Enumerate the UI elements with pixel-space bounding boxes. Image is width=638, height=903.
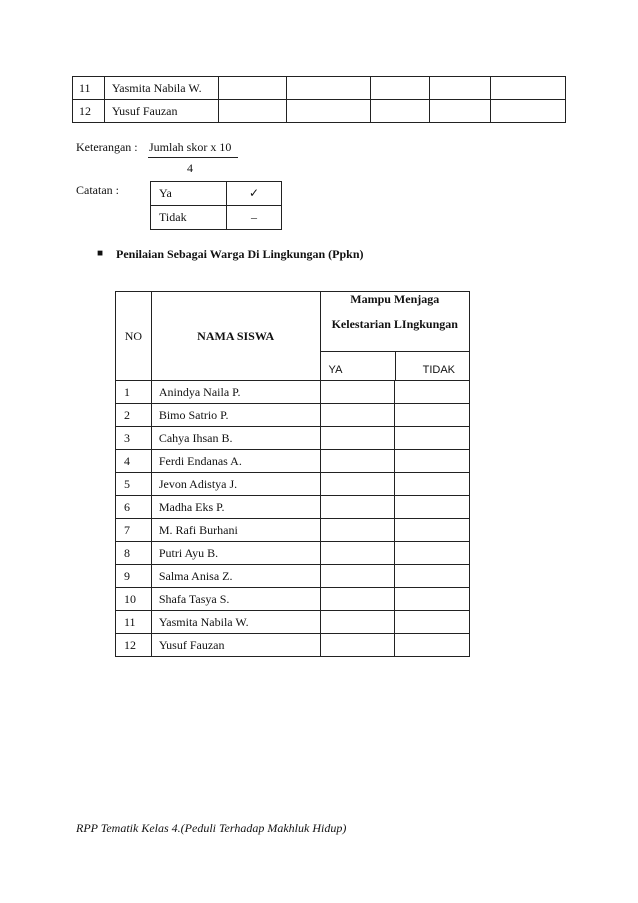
table-row — [116, 611, 470, 634]
row-number: 11 — [73, 77, 105, 100]
header-name: NAMA SISWA — [151, 292, 320, 381]
ya-cell — [320, 519, 394, 542]
criteria-column-divider — [395, 352, 396, 380]
tidak-cell — [394, 565, 469, 588]
row-number: 10 — [116, 588, 152, 611]
student-name: Yasmita Nabila W. — [104, 77, 218, 100]
score-cell — [429, 77, 490, 100]
ya-cell — [320, 473, 394, 496]
row-number: 1 — [116, 381, 152, 404]
legend-row — [151, 182, 282, 206]
top-score-table — [72, 76, 566, 123]
tidak-cell — [394, 427, 469, 450]
student-name: Bimo Satrio P. — [151, 404, 320, 427]
row-number: 8 — [116, 542, 152, 565]
header-ya: YA — [328, 364, 343, 376]
score-cell — [218, 77, 286, 100]
tidak-cell — [394, 496, 469, 519]
ya-cell — [320, 450, 394, 473]
table-row — [116, 427, 470, 450]
tidak-cell — [394, 519, 469, 542]
table-row — [116, 519, 470, 542]
score-cell — [370, 100, 429, 123]
assessment-table — [115, 291, 470, 657]
score-cell — [429, 100, 490, 123]
row-number: 6 — [116, 496, 152, 519]
table-row — [116, 634, 470, 657]
score-cell — [370, 77, 429, 100]
table-row — [116, 542, 470, 565]
score-cell — [218, 100, 286, 123]
student-name: Anindya Naila P. — [151, 381, 320, 404]
tidak-cell — [394, 634, 469, 657]
criteria-subtitle: Kelestarian LIngkungan — [331, 317, 458, 331]
header-tidak: TIDAK — [422, 364, 455, 376]
score-cell — [286, 100, 370, 123]
ya-cell — [320, 634, 394, 657]
table-row — [116, 450, 470, 473]
student-name: Madha Eks P. — [151, 496, 320, 519]
table-row — [116, 404, 470, 427]
table-row — [116, 496, 470, 519]
tidak-cell — [394, 473, 469, 496]
student-name: Salma Anisa Z. — [151, 565, 320, 588]
square-bullet-icon: ■ — [97, 248, 104, 259]
score-cell — [491, 100, 566, 123]
table-header-row — [116, 292, 470, 381]
criteria-title: Mampu Menjaga — [350, 292, 440, 306]
ya-cell — [320, 404, 394, 427]
table-row — [116, 588, 470, 611]
student-name: Shafa Tasya S. — [151, 588, 320, 611]
ya-cell — [320, 542, 394, 565]
tidak-cell — [394, 450, 469, 473]
table-row — [116, 381, 470, 404]
tidak-cell — [394, 611, 469, 634]
dash-icon: – — [227, 206, 282, 230]
ya-cell — [320, 611, 394, 634]
row-number: 2 — [116, 404, 152, 427]
check-icon: ✓ — [227, 182, 282, 206]
row-number: 12 — [73, 100, 105, 123]
row-number: 11 — [116, 611, 152, 634]
score-cell — [491, 77, 566, 100]
student-name: Yusuf Fauzan — [151, 634, 320, 657]
row-number: 7 — [116, 519, 152, 542]
page-footer: RPP Tematik Kelas 4.(Peduli Terhadap Makhluk Hidup) — [76, 821, 347, 835]
student-name: Cahya Ihsan B. — [151, 427, 320, 450]
ya-cell — [320, 381, 394, 404]
catatan-label: Catatan : — [76, 183, 119, 197]
row-number: 5 — [116, 473, 152, 496]
ya-cell — [320, 565, 394, 588]
tidak-cell — [394, 588, 469, 611]
student-name: Ferdi Endanas A. — [151, 450, 320, 473]
tidak-cell — [394, 542, 469, 565]
student-name: M. Rafi Burhani — [151, 519, 320, 542]
tidak-cell — [394, 381, 469, 404]
legend-key: Ya — [151, 182, 227, 206]
catatan-legend-table — [150, 181, 282, 230]
tidak-cell — [394, 404, 469, 427]
formula-numerator: Jumlah skor x 10 — [149, 140, 232, 154]
table-row — [73, 100, 566, 123]
section-title: Penilaian Sebagai Warga Di Lingkungan (Ppkn) — [116, 247, 364, 261]
table-row — [116, 473, 470, 496]
legend-row — [151, 206, 282, 230]
fraction-line — [148, 157, 238, 158]
row-number: 9 — [116, 565, 152, 588]
student-name: Jevon Adistya J. — [151, 473, 320, 496]
student-name: Putri Ayu B. — [151, 542, 320, 565]
table-row — [116, 565, 470, 588]
header-criteria — [320, 292, 469, 381]
row-number: 3 — [116, 427, 152, 450]
student-name: Yusuf Fauzan — [104, 100, 218, 123]
ya-cell — [320, 588, 394, 611]
formula-divisor: 4 — [187, 161, 193, 175]
ya-cell — [320, 496, 394, 519]
table-row — [73, 77, 566, 100]
row-number: 4 — [116, 450, 152, 473]
keterangan-label: Keterangan : — [76, 140, 138, 154]
student-name: Yasmita Nabila W. — [151, 611, 320, 634]
ya-cell — [320, 427, 394, 450]
score-cell — [286, 77, 370, 100]
legend-key: Tidak — [151, 206, 227, 230]
row-number: 12 — [116, 634, 152, 657]
header-no: NO — [116, 292, 152, 381]
